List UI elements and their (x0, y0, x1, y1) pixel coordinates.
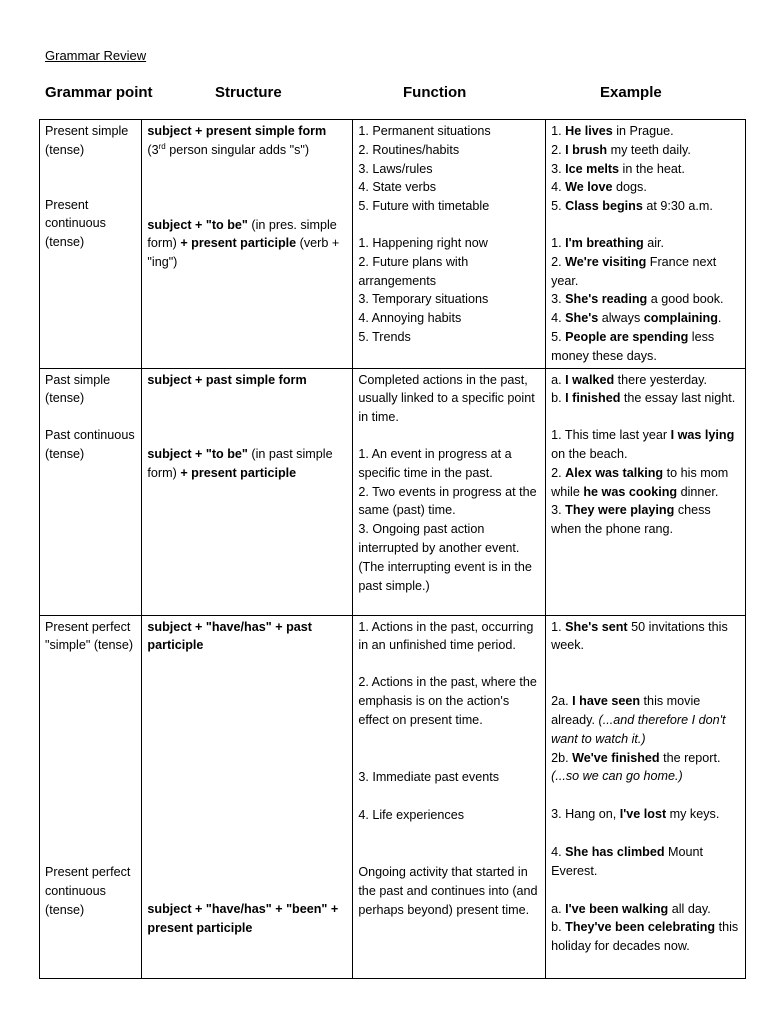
function-item: 2. Future plans with arrangements (358, 254, 469, 288)
function-item: 4. State verbs (358, 180, 437, 195)
example-item: 2a. I have seen this movie already. (...and therefore I don't want to watch it.) (551, 694, 726, 746)
example-item: 2b. We've finished the report. (...so we can go home.) (551, 750, 721, 784)
structure-text: subject + past simple form (147, 372, 307, 387)
table-row (40, 368, 746, 615)
example-item: 1. He lives in Prague. (551, 124, 674, 138)
function-cell (353, 368, 546, 615)
structure-cell (142, 368, 353, 615)
function-item: 2. Actions in the past, where the emphasis is on the action's effect on present time. (358, 675, 537, 727)
function-item: 2. Routines/habits (358, 142, 460, 157)
example-cell (546, 615, 746, 978)
structure-text: subject + "have/has" + past participle (147, 619, 312, 653)
header-grammar-point: Grammar point (45, 84, 153, 101)
grammar-point-cell (40, 615, 142, 978)
example-item: 3. They were playing chess when the phone rang. (551, 503, 711, 537)
function-item: 1. Permanent situations (358, 124, 491, 138)
grammar-point: Present perfect continuous (tense) (45, 865, 131, 917)
example-item: 4. We love dogs. (551, 180, 647, 195)
structure-text: subject + "to be" (in past simple form) + present participle (147, 447, 333, 481)
example-item: 1. I'm breathing air. (551, 235, 665, 250)
example-item: b. I finished the essay last night. (551, 391, 736, 406)
function-item: 5. Trends (358, 329, 411, 344)
grammar-point: Past continuous (tense) (45, 428, 135, 461)
function-item: Ongoing activity that started in the past and continues into (and perhaps beyond) present time. (358, 865, 538, 917)
structure-text: subject + "have/has" + "been" + present participle (147, 902, 339, 935)
header-example: Example (600, 84, 662, 101)
example-cell (546, 120, 746, 369)
function-item: 1. An event in progress at a specific time in the past. (358, 446, 512, 480)
grammar-point-cell (40, 368, 142, 615)
function-item: 1. Happening right now (358, 235, 488, 250)
example-item: 4. She's always complaining. (551, 311, 722, 326)
header-function: Function (403, 84, 467, 101)
example-item: a. I've been walking all day. (551, 901, 711, 916)
example-item: 3. Ice melts in the heat. (551, 161, 685, 176)
example-cell (546, 368, 746, 615)
example-item: 4. She has climbed Mount Everest. (551, 844, 704, 878)
function-item: 4. Annoying habits (358, 311, 462, 326)
function-item: 3. Immediate past events (358, 769, 500, 784)
function-item: Completed actions in the past, usually linked to a specific point in time. (358, 372, 535, 425)
table-row (40, 615, 746, 978)
function-cell (353, 615, 546, 978)
function-item: 1. Actions in the past, occurring in an unfinished time period. (358, 619, 534, 653)
grammar-point-cell (40, 120, 142, 369)
table-row (40, 120, 746, 369)
example-item: 1. She's sent 50 invitations this week. (551, 619, 728, 653)
structure-text: subject + present simple form (3rd person singular adds "s") (147, 124, 327, 157)
example-item: 2. I brush my teeth daily. (551, 142, 691, 157)
example-item: 5. Class begins at 9:30 a.m. (551, 199, 713, 214)
function-item: 2. Two events in progress at the same (past) time. (358, 484, 537, 518)
function-cell (353, 120, 546, 369)
function-item: 3. Temporary situations (358, 292, 489, 307)
page-title: Grammar Review (45, 48, 147, 63)
example-item: 3. She's reading a good book. (551, 292, 724, 307)
function-item: 4. Life experiences (358, 808, 465, 823)
structure-text: subject + "to be" (in pres. simple form) + present participle (verb + "ing") (147, 217, 340, 270)
example-item: a. I walked there yesterday. (551, 372, 708, 387)
structure-cell (142, 120, 353, 369)
example-item: 2. We're visiting France next year. (551, 254, 717, 288)
function-item: 3. Laws/rules (358, 161, 433, 176)
example-item: 1. This time last year I was lying on the beach. (551, 428, 735, 461)
grammar-table (39, 119, 746, 979)
example-item: 2. Alex was talking to his mom while he was cooking dinner. (551, 465, 729, 499)
example-item: 3. Hang on, I've lost my keys. (551, 807, 720, 822)
example-item: b. They've been celebrating this holiday for decades now. (551, 920, 739, 954)
example-item: 5. People are spending less money these days. (551, 329, 715, 363)
grammar-point: Present continuous (tense) (45, 197, 106, 250)
function-item: 5. Future with timetable (358, 199, 490, 214)
function-item: 3. Ongoing past action interrupted by another event. (The interrupting event is in the past simple.) (358, 522, 532, 593)
header-structure: Structure (215, 84, 282, 101)
grammar-point: Present perfect "simple" (tense) (45, 619, 134, 653)
grammar-point: Present simple (tense) (45, 124, 129, 157)
structure-cell (142, 615, 353, 978)
grammar-point: Past simple (tense) (45, 372, 111, 406)
